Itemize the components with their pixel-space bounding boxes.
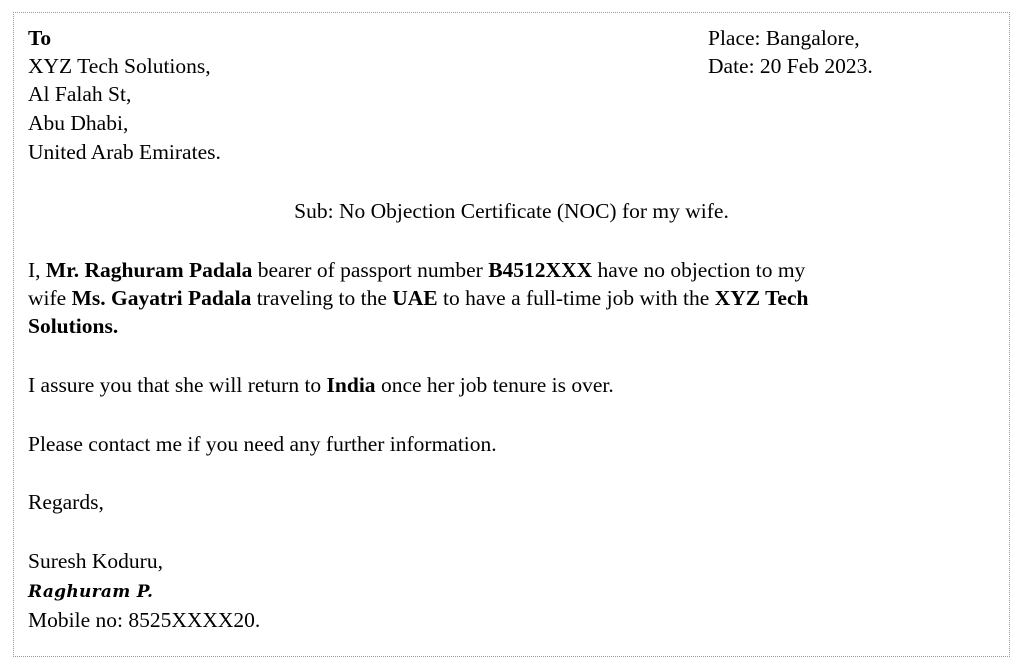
- recipient-line: Abu Dhabi,: [28, 111, 129, 135]
- company-name: Solutions.: [28, 314, 119, 338]
- body-text: traveling to the: [251, 286, 393, 310]
- body-paragraph-1-line-1: [28, 257, 805, 283]
- body-text: to have a full-time job with the: [437, 286, 715, 310]
- sender-name: Suresh Koduru,: [28, 549, 163, 573]
- body-paragraph-1-line-3: [28, 313, 118, 339]
- to-heading: To: [28, 26, 52, 50]
- husband-name: Mr. Raghuram Padala: [45, 258, 253, 282]
- regards-text: Regards,: [28, 490, 104, 514]
- body-text: I,: [28, 258, 46, 282]
- wife-name: Ms. Gayatri Padala: [71, 286, 252, 310]
- company-name: XYZ Tech: [714, 286, 809, 310]
- body-text: wife: [28, 286, 72, 310]
- mobile-number: Mobile no: 8525XXXX20.: [28, 608, 261, 632]
- subject-line: Sub: No Objection Certificate (NOC) for my wife.: [294, 199, 729, 223]
- signature: Raghuram P.: [28, 582, 154, 602]
- letter-page: [13, 12, 1010, 657]
- body-text: bearer of passport number: [252, 258, 489, 282]
- date-text: Date: 20 Feb 2023.: [708, 54, 873, 78]
- body-paragraph-1-line-2: [28, 285, 808, 311]
- body-paragraph-2: [28, 372, 614, 398]
- place-text: Place: Bangalore,: [708, 26, 860, 50]
- body-paragraph-3: Please contact me if you need any further information.: [28, 432, 497, 456]
- body-text: have no objection to my: [592, 258, 806, 282]
- body-text: once her job tenure is over.: [375, 373, 614, 397]
- country-name: India: [326, 373, 376, 397]
- body-text: I assure you that she will return to: [28, 373, 327, 397]
- recipient-line: United Arab Emirates.: [28, 140, 221, 164]
- recipient-line: Al Falah St,: [28, 82, 132, 106]
- passport-number: B4512XXX: [488, 258, 593, 282]
- recipient-line: XYZ Tech Solutions,: [28, 54, 211, 78]
- country-name: UAE: [392, 286, 438, 310]
